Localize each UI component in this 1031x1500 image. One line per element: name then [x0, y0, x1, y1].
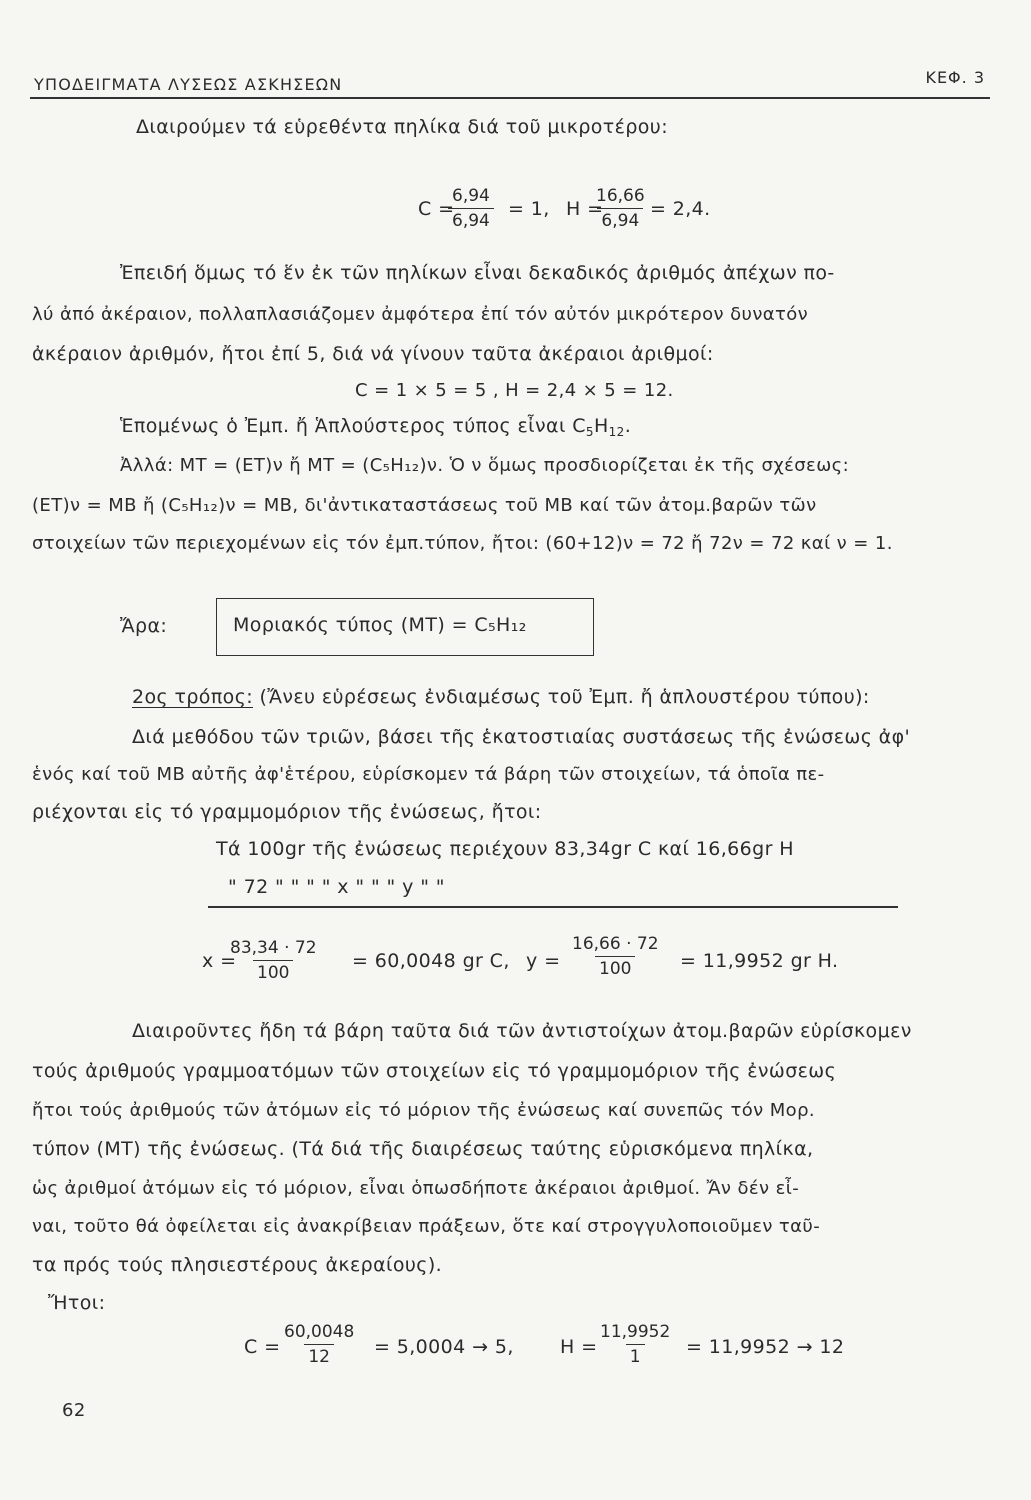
para3-line4: τύπον (ΜΤ) τῆς ἐνώσεως. (Τά διά τῆς διαιρέσεως ταύτης εὑρισκόμενα πηλίκα, [32, 1138, 814, 1160]
method2-line2: ἑνός καί τοῦ ΜΒ αὐτῆς ἀφ'ἑτέρου, εὑρίσκομεν τά βάρη τῶν στοιχείων, τά ὁποῖα πε- [32, 764, 825, 785]
para1-line3: ἀκέραιον ἀριθμόν, ἤτοι ἐπί 5, διά νά γίνουν ταῦτα ἀκέραιοι ἀριθμοί: [32, 343, 714, 365]
final-h-numerator: 11,9952 [600, 1322, 671, 1342]
intro-line: Διαιρούμεν τά εὑρεθέντα πηλίκα διά τοῦ μικροτέρου: [136, 116, 668, 138]
ratio-h-label: H = [566, 198, 604, 220]
molecular-formula-text: Μοριακός τύπος (ΜΤ) = C₅H₁₂ [233, 614, 527, 636]
solve-x-denominator: 100 [253, 960, 293, 983]
ratio-c-label: C = [418, 198, 455, 220]
para1-equation: C = 1 × 5 = 5 , H = 2,4 × 5 = 12. [355, 380, 674, 401]
para2-line1 [120, 415, 631, 439]
ratio-h-result: = 2,4. [650, 198, 711, 220]
para2-line3: (ΕΤ)ν = ΜΒ ἤ (C₅H₁₂)ν = ΜΒ, δι'ἀντικαταστάσεως τοῦ ΜΒ καί τῶν ἀτομ.βαρῶν τῶν [32, 495, 817, 516]
method2-heading-row [132, 686, 870, 708]
final-c-result: = 5,0004 → 5, [374, 1336, 514, 1358]
final-h-fraction [596, 1322, 674, 1367]
header-title: ΥΠΟΔΕΙΓΜΑΤΑ ΛΥΣΕΩΣ ΑΣΚΗΣΕΩΝ [34, 75, 343, 94]
para3-line3: ἤτοι τούς ἀριθμούς τῶν ἀτόμων εἰς τό μόριον τῆς ἐνώσεως καί συνεπῶς τόν Μορ. [32, 1100, 816, 1121]
final-c-label: C = [244, 1336, 281, 1358]
ratio-c-denominator: 6,94 [448, 208, 494, 231]
solve-x-numerator: 83,34 · 72 [230, 938, 317, 958]
solve-y-numerator: 16,66 · 72 [572, 934, 659, 954]
solve-x-label: x = [202, 950, 237, 972]
method2-line1: Διά μεθόδου τῶν τριῶν, βάσει τῆς ἑκατοστιαίας συστάσεως τῆς ἐνώσεως ἀφ' [132, 726, 911, 748]
final-h-result: = 11,9952 → 12 [686, 1336, 845, 1358]
proportion-rule [208, 906, 898, 908]
solve-y-result: = 11,9952 gr H. [680, 950, 839, 972]
header-rule [30, 97, 990, 99]
method2-heading: 2ος τρόπος: [132, 686, 254, 708]
proportion-row2: " 72 " " " " x " " " y " " [228, 876, 445, 898]
solve-y-denominator: 100 [595, 956, 635, 979]
htoi-label: Ἤτοι: [48, 1292, 106, 1314]
para1-line2: λύ ἀπό ἀκέραιον, πολλαπλασιάζομεν ἀμφότερα ἐπί τόν αὐτόν μικρότερον δυνατόν [32, 304, 809, 325]
formula-sub-c: 5 [585, 425, 594, 439]
para3-line7: τα πρός τούς πλησιεστέρους ἀκεραίους). [32, 1254, 443, 1276]
solve-y-fraction [568, 934, 663, 979]
solve-x-fraction [226, 938, 321, 983]
formula-end: . [624, 415, 632, 437]
para3-line6: ναι, τοῦτο θά ὀφείλεται εἰς ἀνακρίβειαν πράξεων, ὅτε καί στρογγυλοποιοῦμεν ταῦ- [32, 1216, 821, 1237]
method2-heading-rest: (Ἄνευ εὑρέσεως ἐνδιαμέσως τοῦ Ἐμπ. ἤ ἁπλουστέρου τύπου): [259, 686, 870, 708]
solve-x-result: = 60,0048 gr C, [352, 950, 510, 972]
para3-line2: τούς ἀριθμούς γραμμοατόμων τῶν στοιχείων εἰς τό γραμμομόριον τῆς ἐνώσεως [32, 1060, 837, 1082]
final-h-label: H = [560, 1336, 598, 1358]
final-c-numerator: 60,0048 [284, 1322, 355, 1342]
ratio-h-denominator: 6,94 [597, 208, 643, 231]
para2-line2: Ἀλλά: ΜΤ = (ΕΤ)ν ἤ ΜΤ = (C₅H₁₂)ν. Ὁ ν ὅμως προσδιορίζεται ἐκ τῆς σχέσεως: [120, 455, 850, 476]
method2-line3: ριέχονται εἰς τό γραμμομόριον τῆς ἐνώσεως, ἤτοι: [32, 801, 542, 823]
simplest-formula-text: Ἑπομένως ὁ Ἐμπ. ἤ Ἁπλούστερος τύπος εἶναι C [120, 415, 586, 437]
molecular-formula-box [216, 598, 594, 656]
para3-line5: ὡς ἀριθμοί ἀτόμων εἰς τό μόριον, εἶναι ὁπωσδήποτε ἀκέραιοι ἀριθμοί. Ἄν δέν εἶ- [32, 1178, 800, 1199]
final-c-denominator: 12 [304, 1344, 334, 1367]
chapter-label: ΚΕΦ. 3 [925, 68, 985, 87]
ratio-h-fraction [592, 186, 649, 231]
formula-sub-h: 12 [608, 425, 625, 439]
solve-y-label: y = [526, 950, 561, 972]
result-label: Ἄρα: [120, 615, 168, 637]
ratio-c-fraction [448, 186, 494, 231]
para1-line1: Ἐπειδή ὅμως τό ἕν ἐκ τῶν πηλίκων εἶναι δεκαδικός ἀριθμός ἀπέχων πο- [120, 262, 835, 284]
page-number: 62 [62, 1400, 86, 1421]
ratio-c-result: = 1, [508, 198, 550, 220]
proportion-row1: Τά 100gr τῆς ἐνώσεως περιέχουν 83,34gr C καί 16,66gr H [216, 838, 794, 860]
ratio-c-numerator: 6,94 [452, 186, 490, 206]
para3-line1: Διαιροῦντες ἤδη τά βάρη ταῦτα διά τῶν ἀντιστοίχων ἀτομ.βαρῶν εὑρίσκομεν [132, 1020, 912, 1042]
final-h-denominator: 1 [626, 1344, 645, 1367]
ratio-h-numerator: 16,66 [596, 186, 645, 206]
formula-h: H [593, 415, 609, 437]
final-c-fraction [280, 1322, 358, 1367]
para2-line4: στοιχείων τῶν περιεχομένων εἰς τόν ἐμπ.τύπον, ἤτοι: (60+12)ν = 72 ἤ 72ν = 72 καί ν = 1. [32, 533, 893, 554]
